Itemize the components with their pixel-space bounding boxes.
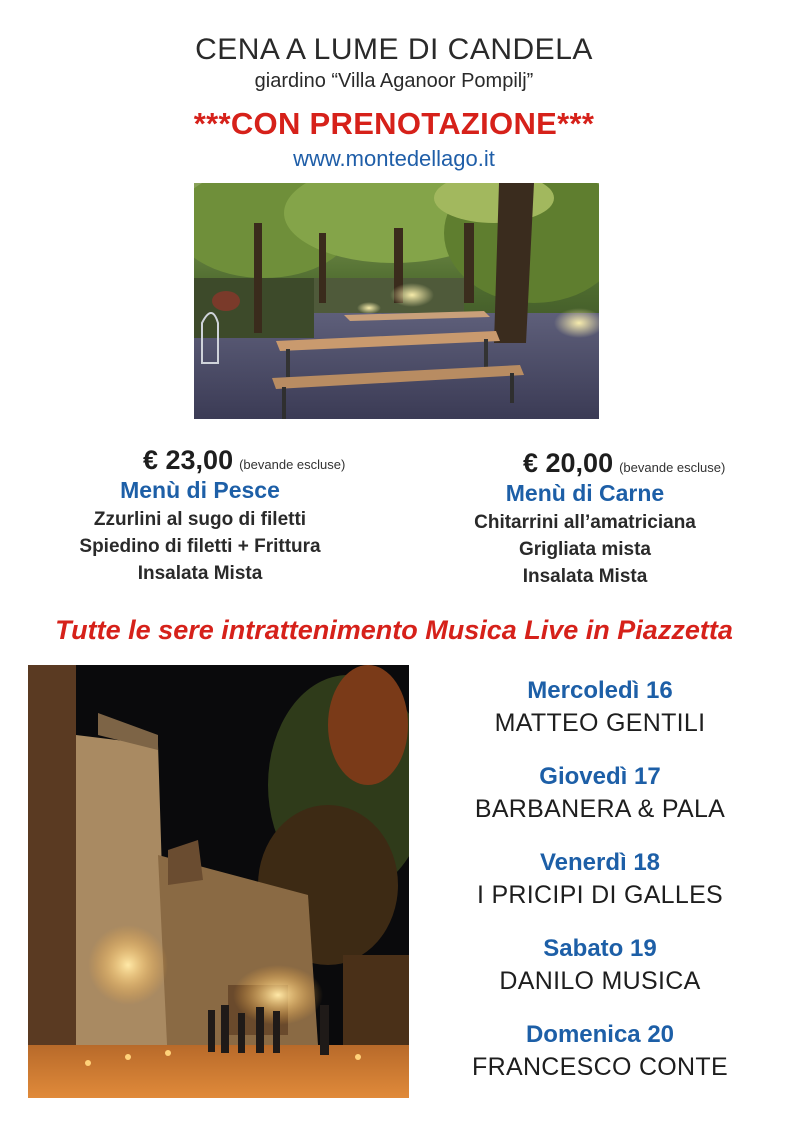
fish-menu-dishes [0, 506, 400, 587]
meat-menu-price [523, 448, 725, 479]
dish-item: Insalata Mista [522, 566, 648, 587]
event-item [420, 676, 780, 762]
event-day: Domenica 20 [525, 1021, 675, 1048]
event-item [420, 762, 780, 848]
garden-photo [194, 183, 599, 419]
event-artist: MATTEO GENTILI [494, 709, 706, 737]
event-day: Mercoledì 16 [527, 677, 673, 704]
meat-price-note: (bevande escluse) [619, 460, 726, 475]
event-day: Sabato 19 [543, 935, 657, 962]
piazza-photo [28, 665, 409, 1098]
dish-item: Grigliata mista [519, 539, 651, 560]
website-link[interactable]: www.montedellago.it [293, 146, 495, 171]
meat-menu-dishes [385, 509, 785, 590]
dish-item: Zzurlini al sugo di filetti [93, 509, 307, 530]
fish-price-value: € 23,00 [143, 445, 234, 475]
dish-item: Spiedino di filetti + Frittura [79, 536, 321, 557]
meat-price-value: € 20,00 [523, 448, 614, 478]
event-artist: I PRICIPI DI GALLES [476, 881, 724, 909]
event-day: Venerdì 18 [539, 849, 661, 876]
fish-price-note: (bevande escluse) [239, 457, 346, 472]
event-artist: BARBANERA & PALA [474, 795, 726, 823]
fish-menu-price [143, 445, 345, 476]
event-day: Giovedì 17 [539, 763, 661, 790]
dish-item: Chitarrini all’amatriciana [474, 512, 696, 533]
fish-menu-title: Menù di Pesce [120, 477, 280, 503]
booking-notice: ***CON PRENOTAZIONE*** [193, 106, 595, 141]
venue-subtitle: giardino “Villa Aganoor Pompilj” [254, 70, 534, 92]
event-item [420, 1020, 780, 1106]
event-item [420, 848, 780, 934]
dish-item: Insalata Mista [137, 563, 263, 584]
event-artist: FRANCESCO CONTE [472, 1053, 728, 1081]
event-title: CENA A LUME DI CANDELA [195, 33, 593, 66]
events-list [420, 676, 780, 1106]
meat-menu-title: Menù di Carne [505, 480, 665, 506]
event-item [420, 934, 780, 1020]
live-music-banner: Tutte le sere intrattenimento Musica Live in Piazzetta [55, 615, 733, 645]
event-artist: DANILO MUSICA [499, 967, 701, 995]
